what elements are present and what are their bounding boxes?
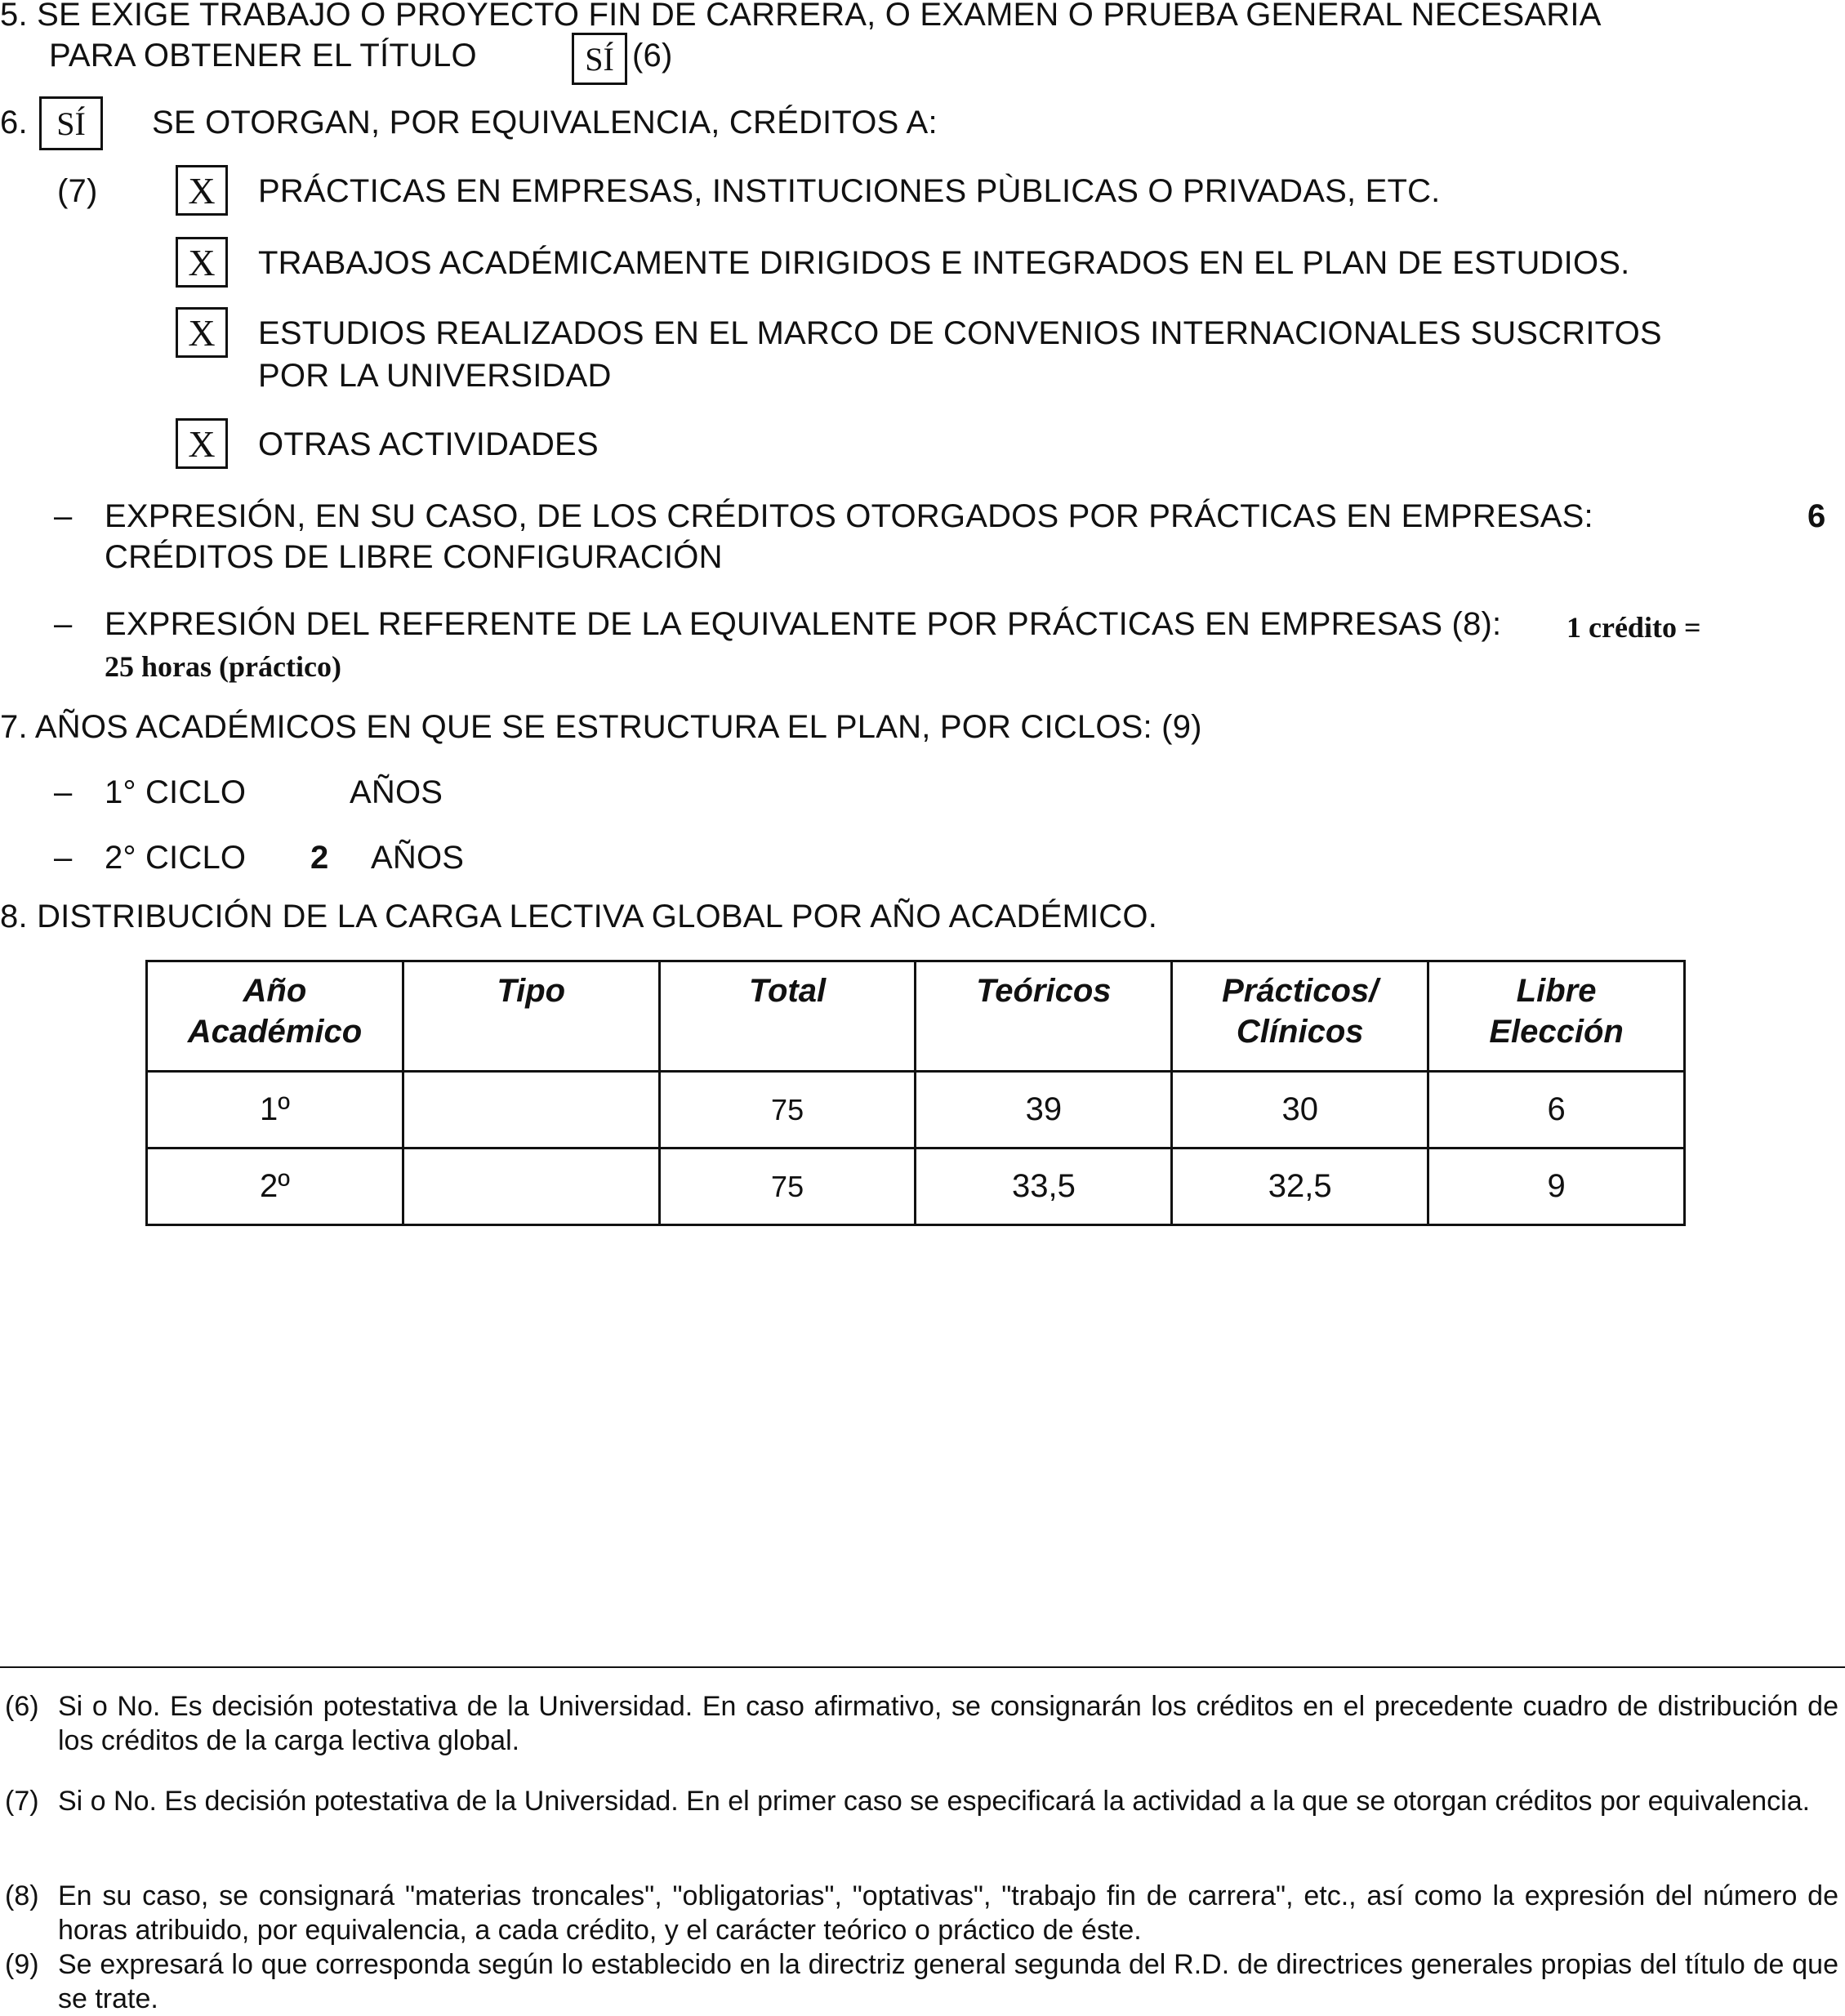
header-total: Total: [659, 961, 916, 1072]
footnote-7: [5, 1784, 1838, 1818]
table-header-row: [147, 961, 1685, 1072]
footnote-text: Se expresará lo que corresponda según lo establecido en la directriz general segunda del R.D. de directrices generales propias del título de que se trate.: [58, 1949, 1838, 2014]
cycle2-label: 2° CICLO: [105, 840, 247, 876]
dash1-line2: CRÉDITOS DE LIBRE CONFIGURACIÓN: [105, 539, 723, 575]
cycle1-unit: AÑOS: [350, 774, 443, 810]
dash2-value1: 1 crédito =: [1566, 611, 1701, 644]
cell-libre: 6: [1428, 1072, 1685, 1148]
dash-bullet: –: [54, 774, 73, 810]
cell-practicos: 30: [1172, 1072, 1428, 1148]
option-label-otras: OTRAS ACTIVIDADES: [258, 426, 599, 462]
cell-practicos: 32,5: [1172, 1148, 1428, 1225]
header-libre-eleccion: Libre Elección: [1428, 961, 1685, 1072]
dash-bullet: –: [54, 606, 73, 642]
cell-teoricos: 39: [916, 1072, 1172, 1148]
table-row: [147, 1072, 1685, 1148]
carga-lectiva-table: [145, 960, 1686, 1226]
cell-libre: 9: [1428, 1148, 1685, 1225]
option-checkbox-convenios: X: [176, 307, 228, 358]
option-label-convenios: ESTUDIOS REALIZADOS EN EL MARCO DE CONVENIOS INTERNACIONALES SUSCRITOS: [258, 315, 1662, 351]
item5-answer-box: SÍ: [572, 33, 627, 85]
option-checkbox-practicas: X: [176, 165, 228, 216]
header-teoricos: Teóricos: [916, 961, 1172, 1072]
dash2-text: EXPRESIÓN DEL REFERENTE DE LA EQUIVALENTE POR PRÁCTICAS EN EMPRESAS (8):: [105, 606, 1502, 642]
table-row: [147, 1148, 1685, 1225]
option-label-trabajos: TRABAJOS ACADÉMICAMENTE DIRIGIDOS E INTEGRADOS EN EL PLAN DE ESTUDIOS.: [258, 245, 1630, 281]
cell-total: 75: [659, 1072, 916, 1148]
cell-teoricos: 33,5: [916, 1148, 1172, 1225]
footnote-number: (8): [5, 1880, 39, 1911]
option-checkbox-trabajos: X: [176, 237, 228, 288]
item5-note: (6): [632, 38, 673, 74]
item8-heading: 8. DISTRIBUCIÓN DE LA CARGA LECTIVA GLOBAL POR AÑO ACADÉMICO.: [0, 899, 1158, 934]
item5-line1: 5. SE EXIGE TRABAJO O PROYECTO FIN DE CARRERA, O EXAMEN O PRUEBA GENERAL NECESARIA: [0, 0, 1602, 33]
cycle2-unit: AÑOS: [371, 840, 465, 876]
item6-answer-box: SÍ: [39, 96, 103, 150]
dash1-value: 6: [1807, 498, 1826, 534]
item7-heading: 7. AÑOS ACADÉMICOS EN QUE SE ESTRUCTURA EL PLAN, POR CICLOS: (9): [0, 709, 1202, 745]
header-practicos: Prácticos/ Clínicos: [1172, 961, 1428, 1072]
footnote-divider: [0, 1666, 1845, 1668]
dash1-text: EXPRESIÓN, EN SU CASO, DE LOS CRÉDITOS OTORGADOS POR PRÁCTICAS EN EMPRESAS:: [105, 498, 1593, 534]
header-tipo: Tipo: [403, 961, 659, 1072]
item6-note: (7): [57, 173, 98, 209]
cell-ano: 2º: [147, 1148, 403, 1225]
dash2-value2: 25 horas (práctico): [105, 650, 341, 683]
footnote-text: En su caso, se consignará "materias troncales", "obligatorias", "optativas", "trabajo fin de carrera", etc., así como la expresión del número de horas atribuido, por equivalencia, a cada crédito, y el carácter teórico o práctico de éste.: [58, 1880, 1838, 1946]
option-checkbox-otras: X: [176, 418, 228, 469]
footnote-number: (7): [5, 1786, 39, 1817]
option-label-convenios-line2: POR LA UNIVERSIDAD: [258, 358, 612, 394]
footnote-6: [5, 1689, 1838, 1758]
cycle2-years: 2: [310, 840, 329, 876]
header-ano-academico: Año Académico: [147, 961, 403, 1072]
dash-bullet: –: [54, 498, 73, 534]
item6-heading: SE OTORGAN, POR EQUIVALENCIA, CRÉDITOS A:: [152, 105, 938, 140]
cycle1-label: 1° CICLO: [105, 774, 247, 810]
footnote-text: Si o No. Es decisión potestativa de la Universidad. En caso afirmativo, se consignarán los créditos en el precedente cuadro de distribución de los créditos de la carga lectiva global.: [58, 1691, 1838, 1756]
footnote-8: [5, 1879, 1838, 1947]
item5-line2: PARA OBTENER EL TÍTULO: [49, 38, 477, 74]
footnote-number: (6): [5, 1691, 39, 1722]
footnote-text: Si o No. Es decisión potestativa de la Universidad. En el primer caso se especificará la actividad a la que se otorgan créditos por equivalencia.: [58, 1786, 1811, 1817]
footnote-9: [5, 1947, 1838, 2016]
footnote-number: (9): [5, 1949, 39, 1980]
dash-bullet: –: [54, 840, 73, 876]
item6-number: 6.: [0, 105, 28, 140]
cell-tipo: [403, 1148, 659, 1225]
cell-total: 75: [659, 1148, 916, 1225]
cell-ano: 1º: [147, 1072, 403, 1148]
option-label-practicas: PRÁCTICAS EN EMPRESAS, INSTITUCIONES PÙBLICAS O PRIVADAS, ETC.: [258, 173, 1441, 209]
cell-tipo: [403, 1072, 659, 1148]
